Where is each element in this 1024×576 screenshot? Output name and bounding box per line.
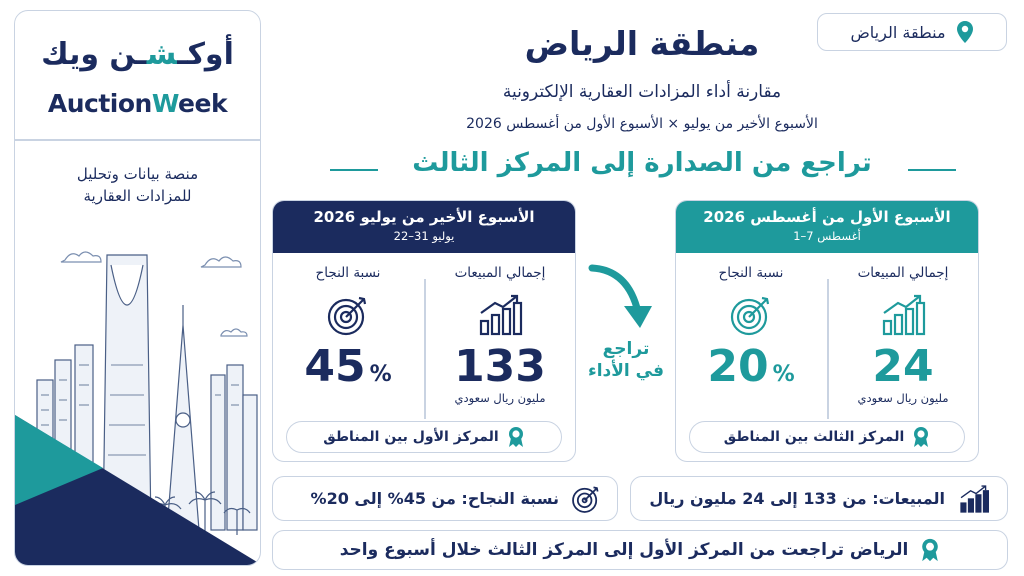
bar-chart-trend-icon [880, 293, 926, 337]
decline-arrow-icon [584, 262, 668, 332]
rate-summary [272, 476, 618, 521]
august-sales-value: 24 [872, 341, 934, 392]
july-rate-metric [273, 253, 423, 421]
july-card-title: الأسبوع الأخير من يوليو 2026 [313, 208, 535, 226]
target-icon [326, 293, 370, 337]
headline: تراجع من الصدارة إلى المركز الثالث [412, 148, 872, 178]
july-rank-badge [286, 421, 562, 453]
july-rate-label: نسبة النجاح [315, 265, 381, 281]
august-sales-label: إجمالي المبيعات [857, 265, 949, 281]
august-card-title: الأسبوع الأول من أغسطس 2026 [703, 208, 951, 226]
august-rate-label: نسبة النجاح [718, 265, 784, 281]
july-card [272, 200, 576, 462]
brand-sidebar [14, 10, 261, 566]
july-sales-unit: مليون ريال سعودي [454, 391, 546, 405]
sidebar-divider [15, 139, 260, 141]
award-ribbon-icon [920, 537, 940, 563]
target-icon [729, 293, 773, 337]
august-card-dates: 1–7 أغسطس [793, 229, 861, 243]
august-sales-unit: مليون ريال سعودي [857, 391, 949, 405]
july-rank-text: المركز الأول بين المناطق [323, 429, 499, 445]
rate-summary-text: نسبة النجاح: من 45% إلى 20% [310, 489, 559, 508]
conclusion-bar [272, 530, 1008, 570]
july-card-header [273, 201, 575, 253]
bar-chart-trend-icon [957, 484, 991, 514]
award-ribbon-icon [507, 426, 525, 448]
sales-summary [630, 476, 1008, 521]
august-card-header [676, 201, 978, 253]
july-sales-label: إجمالي المبيعات [454, 265, 546, 281]
august-rate-value: 20 % [707, 341, 795, 392]
july-card-dates: 22–31 يوليو [393, 229, 455, 243]
metric-divider [827, 279, 829, 419]
bar-chart-trend-icon [477, 293, 523, 337]
comparison-period: الأسبوع الأخير من يوليو × الأسبوع الأول من أغسطس 2026 [466, 116, 818, 132]
august-card [675, 200, 979, 462]
decline-label: تراجع في الأداء [588, 339, 664, 381]
july-rate-value: 45 % [304, 341, 392, 392]
conclusion-text: الرياض تراجعت من المركز الأول إلى المركز الثالث خلال أسبوع واحد [339, 540, 909, 560]
page-title: منطقة الرياض [524, 24, 760, 63]
metric-divider [424, 279, 426, 419]
target-icon [571, 484, 601, 514]
august-sales-metric [828, 253, 978, 421]
july-sales-value: 133 [454, 341, 546, 392]
logo-english: AuctionWeek [47, 89, 228, 118]
logo-arabic: أوكـشـن ويك [41, 37, 234, 72]
riyadh-skyline-illustration [15, 205, 261, 565]
award-ribbon-icon [912, 426, 930, 448]
august-rate-metric [676, 253, 826, 421]
august-rank-badge [689, 421, 965, 453]
july-sales-metric [425, 253, 575, 421]
page-subtitle: مقارنة أداء المزادات العقارية الإلكترونية [502, 82, 782, 102]
location-label: منطقة الرياض [850, 22, 946, 42]
august-rank-text: المركز الثالث بين المناطق [723, 429, 905, 445]
tagline: منصة بيانات وتحليل للمزادات العقارية [76, 165, 199, 205]
sales-summary-text: المبيعات: من 133 إلى 24 مليون ريال [649, 489, 945, 508]
